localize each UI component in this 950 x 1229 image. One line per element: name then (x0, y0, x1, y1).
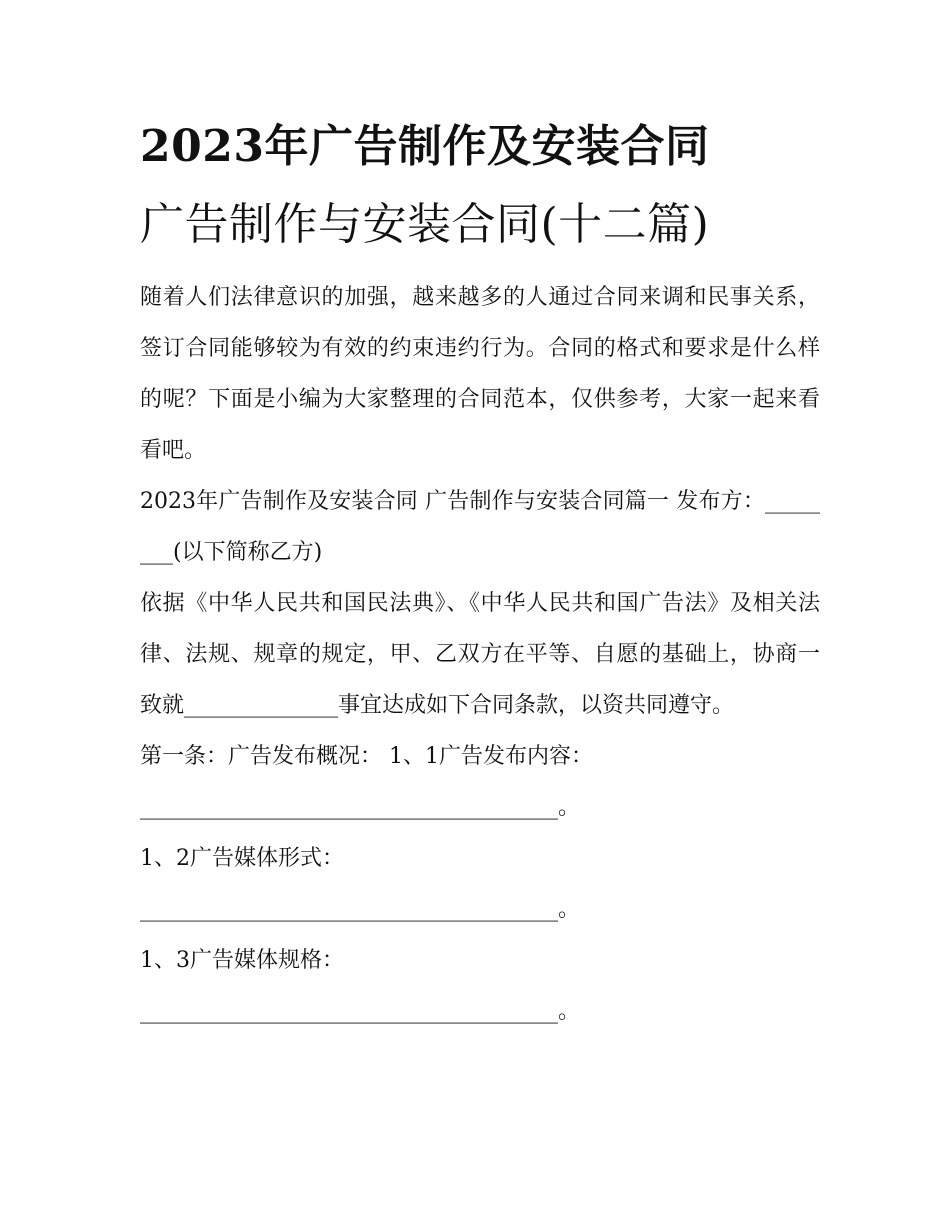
fill-in-blank-line: ______________________________________。 (140, 897, 581, 922)
fill-in-blank-line: ______________________________________。 (140, 999, 581, 1024)
document-subtitle: 广告制作与安装合同(十二篇) (140, 199, 710, 250)
article-one-paragraph: 第一条：广告发布概况： 1、1广告发布内容： (140, 744, 593, 769)
basis-paragraph: 依据《中华人民共和国民法典》、《中华人民共和国广告法》及相关法律、法规、规章的规定，甲、乙双方在平等、自愿的基础上，协商一致就______________事宜达成如下合同条款，以资共同遵守。 (140, 591, 820, 718)
fill-in-blank-line: ______________________________________。 (140, 795, 581, 820)
intro-paragraph: 随着人们法律意识的加强，越来越多的人通过合同来调和民事关系，签订合同能够较为有效的约束违约行为。合同的格式和要求是什么样的呢？下面是小编为大家整理的合同范本，仅供参考，大家一起来看看吧。 (140, 285, 820, 463)
document-page (140, 118, 820, 1037)
item-1-2-paragraph: 1、2广告媒体形式： (140, 846, 344, 871)
item-1-3-paragraph: 1、3广告媒体规格： (140, 948, 344, 973)
contract-heading-paragraph: 2023年广告制作及安装合同 广告制作与安装合同篇一 发布方：________(以下简称乙方) (140, 489, 820, 565)
document-title: 2023年广告制作及安装合同 (140, 121, 710, 172)
